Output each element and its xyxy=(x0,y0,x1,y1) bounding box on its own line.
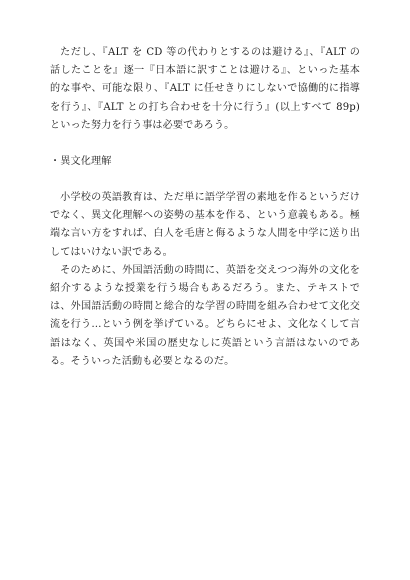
section-heading: ・異文化理解 xyxy=(50,156,112,167)
section-body xyxy=(50,189,360,371)
intro-text-block xyxy=(50,44,360,135)
paragraph-cultural-significance: 小学校の英語教育は、ただ単に語学学習の素地を作るというだけでなく、異文化理解への姿勢の基本を作る、という意義もある。極端な言い方をすれば、白人を毛唐と侮るような人間を中学に送り出してはいけない訳である。 xyxy=(50,192,360,258)
heading-block xyxy=(50,153,360,171)
paragraph-cultural-activities: そのために、外国語活動の時間に、英語を交えつつ海外の文化を紹介するような授業を行う場合もあるだろう。また、テキストでは、外国語活動の時間と総合的な学習の時間を組み合わせて文化交流を行う…という例を挙げている。どちらにせよ、文化なくして言語はなく、英国や米国の歴史なしに英語という言語はないのである。そういった活動も必要となるのだ。 xyxy=(50,264,360,367)
paragraph-alt-guidelines: ただし、『ALT を CD 等の代わりとするのは避ける』、『ALT の話したことを』逐一『日本語に訳すことは避ける』、といった基本的な事や、可能な限り、『ALT に任せきりにしないで協働的に指導を行う』、『ALT との打ち合わせを十分に行う』(以上すべて 89p)といった努力を行う事は必要であろう。 xyxy=(50,47,360,131)
